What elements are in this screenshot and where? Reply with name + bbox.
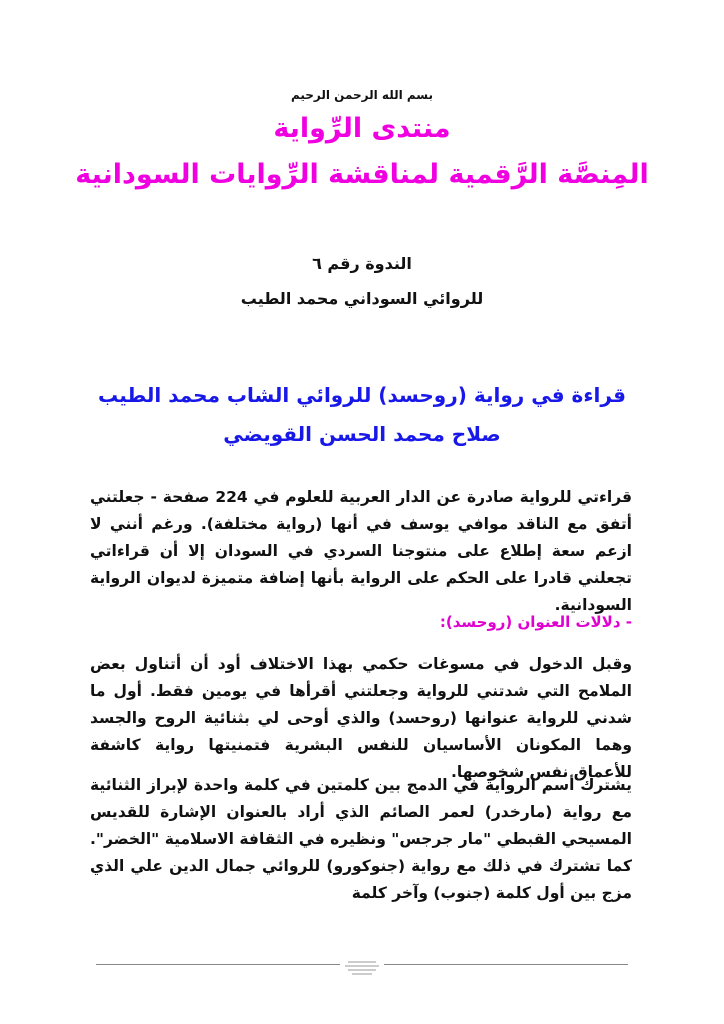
- article-title: قراءة في رواية (روحسد) للروائي الشاب محمد الطيب: [98, 383, 626, 407]
- seminar-number: الندوة رقم ٦: [312, 254, 412, 273]
- paragraph-intro: قراءتي للرواية صادرة عن الدار العربية للعلوم في 224 صفحة - جعلتني أتفق مع الناقد موافي يوسف في أنها (رواية مختلفة). ورغم أنني لا ازعم سعة إطلاع على منتوجنا السردي في السودان إلا أن قراءاتي تجعلني قادرا على الحكم على الرواية بأنها إضافة متميزة لديوان الرواية السودانية.: [90, 488, 632, 614]
- basmala: بسم الله الرحمن الرحيم: [290, 88, 434, 102]
- forum-title: منتدى الرِّواية: [273, 113, 451, 144]
- article-author: صلاح محمد الحسن القويضي: [223, 422, 501, 446]
- paragraph-title-meaning: وقبل الدخول في مسوغات حكمي بهذا الاختلاف أود أن أتناول بعض الملامح التي شدتني للرواية وجعلتني أقرأها في يومين فقط. أول ما شدني للرواية عنوانها (روحسد) والذي أوحى لي بثنائية الروح والجسد وهما المكونان الأساسيان للنفس البشرية فتمنيتها رواية كاشفة للأعماق نفس شخوصها.: [90, 655, 632, 781]
- footer-ornament-icon: [340, 956, 384, 980]
- seminar-novelist: للروائي السوداني محمد الطيب: [240, 289, 484, 308]
- forum-subtitle: المِنصَّة الرَّقمية لمناقشة الرِّوايات السودانية: [75, 159, 649, 190]
- paragraph-comparison: يشترك أسم الرواية في الدمج بين كلمتين في كلمة واحدة لإبراز الثنائية مع رواية (مارخدر) لعمر الصائم الذي أراد بالعنوان الإشارة للقديس المسيحي القبطي "مار جرجس" ونظيره في الثقافة الاسلامية "الخضر". كما تشترك في ذلك مع رواية (جنوكورو) للروائي جمال الدين علي الذي مزج بين أول كلمة (جنوب) وآخر كلمة: [90, 776, 632, 902]
- section-heading: - دلالات العنوان (روحسد):: [439, 613, 632, 631]
